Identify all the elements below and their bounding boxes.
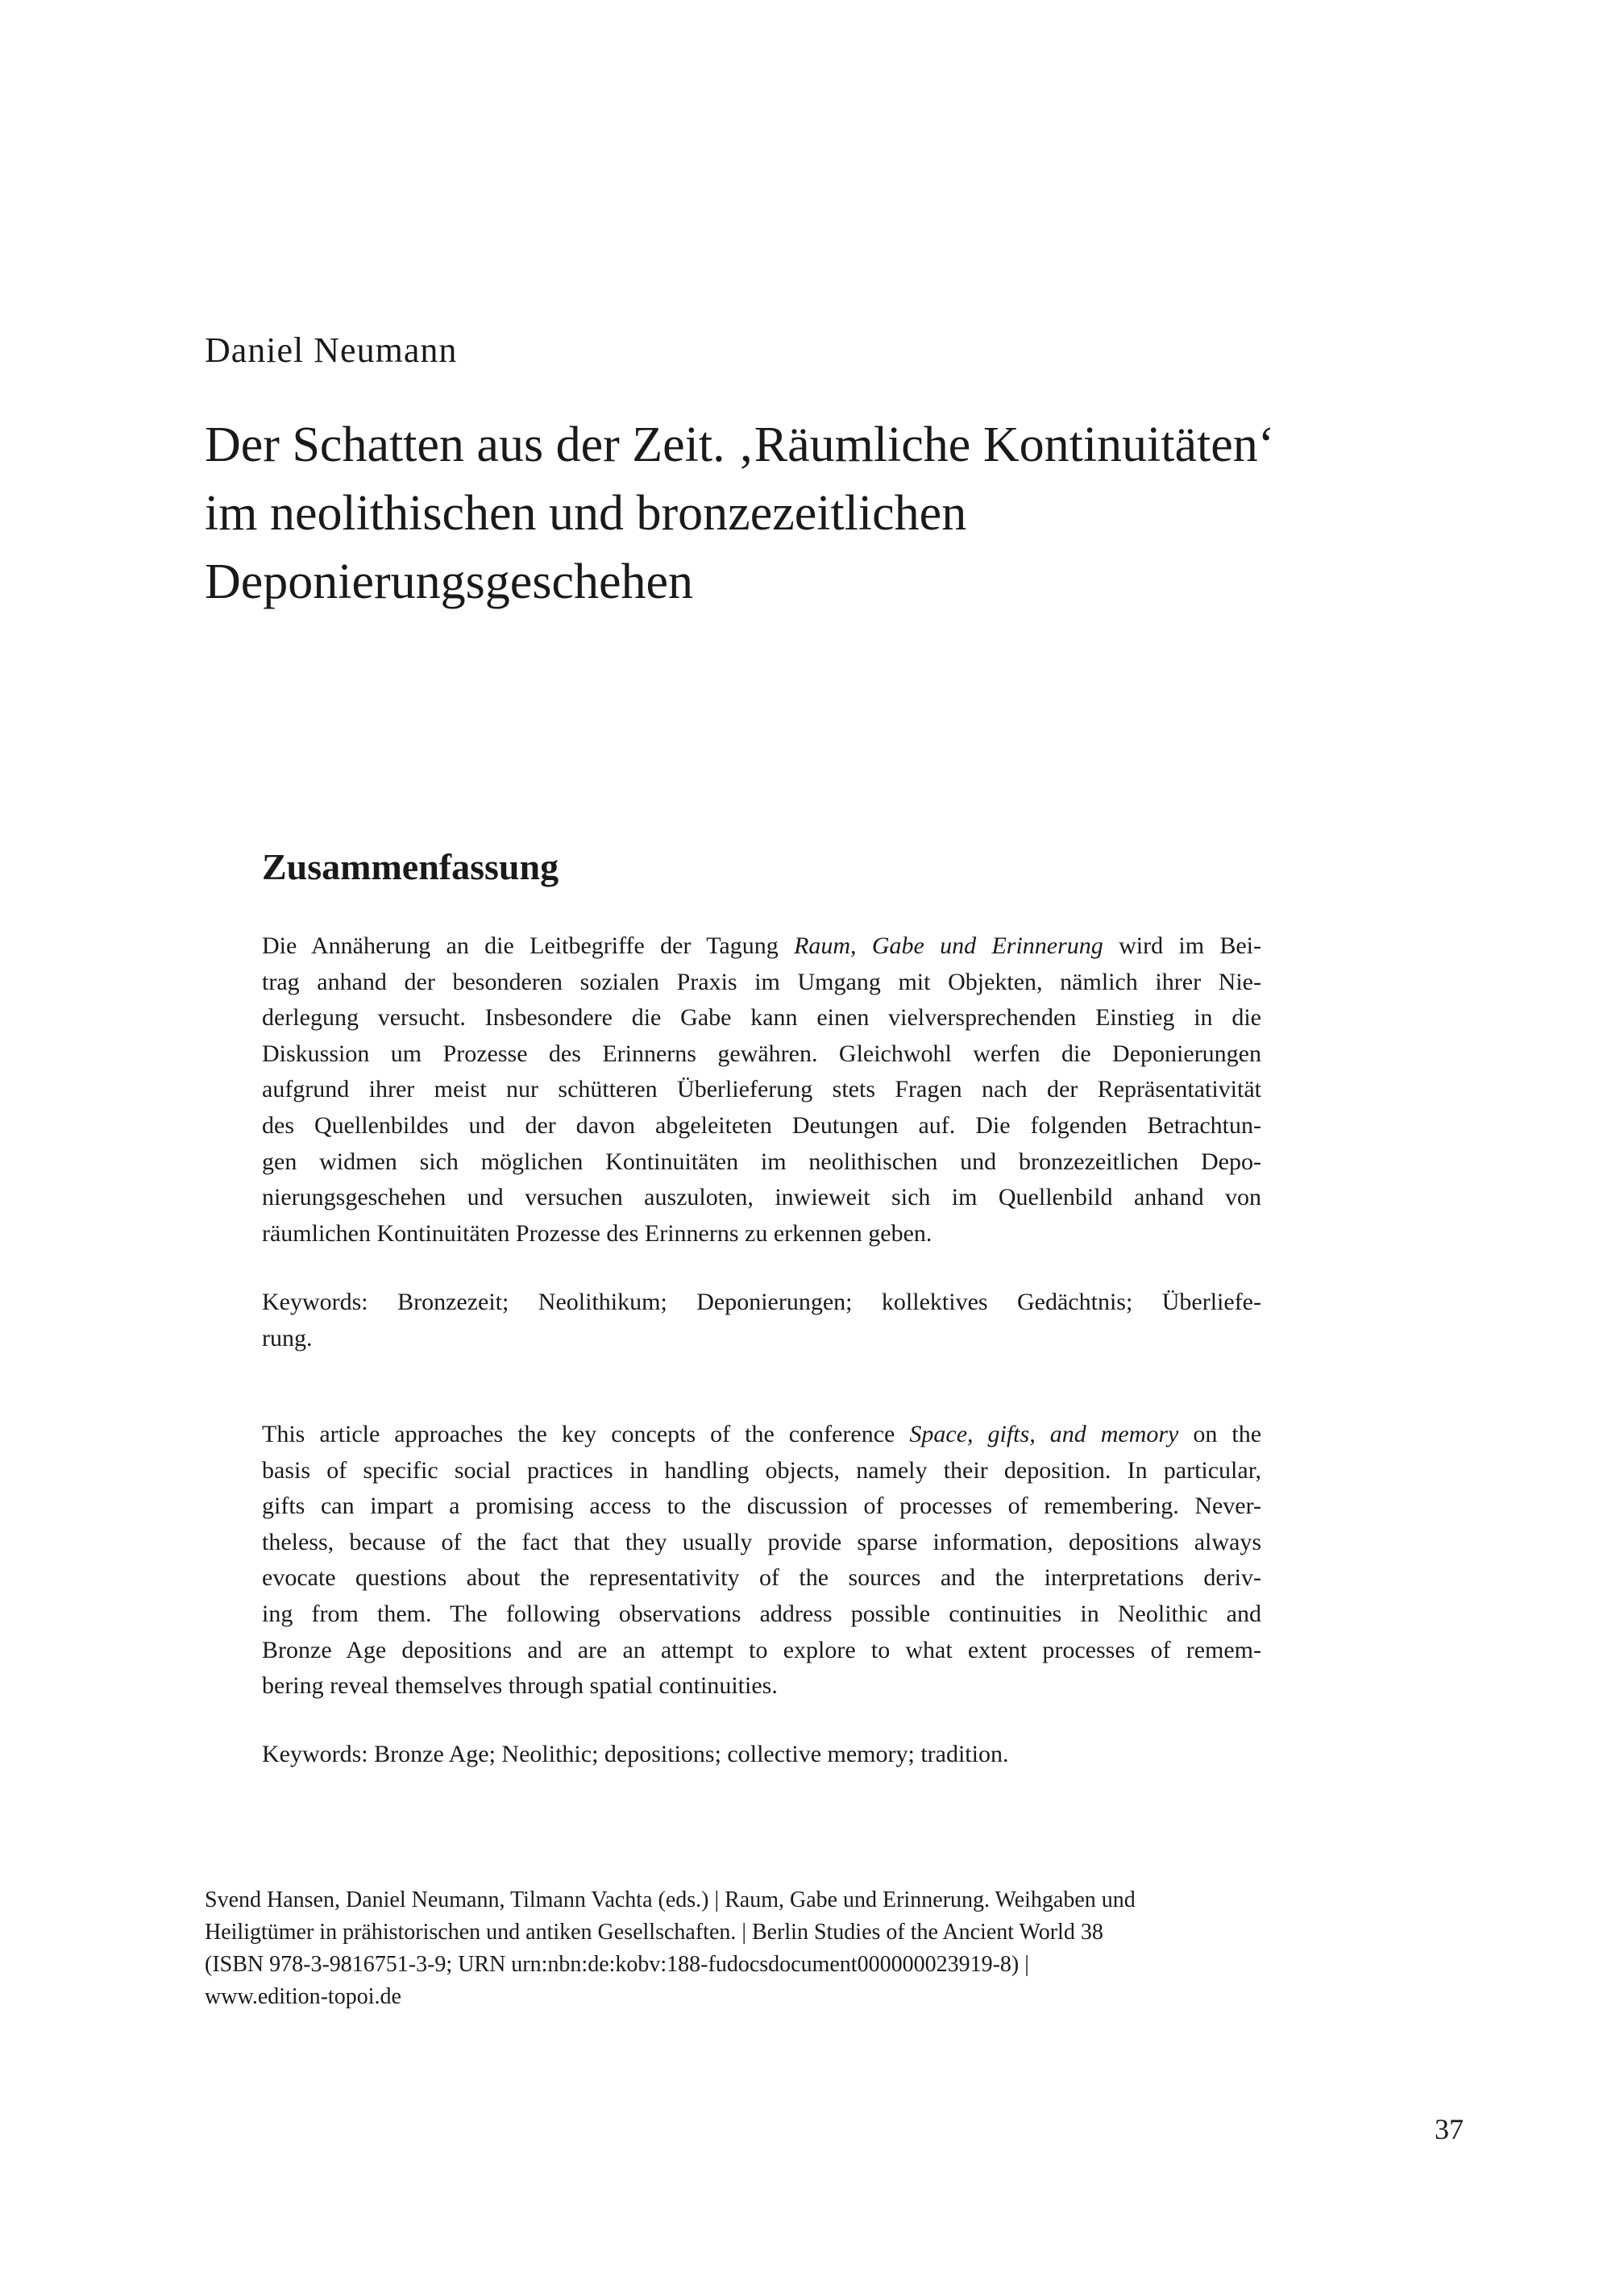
abstract-line: gifts can impart a promising access to the discussion of processes of remembering. Never-: [262, 1493, 1261, 1520]
abstract-line: räumlichen Kontinuitäten Prozesse des Erinnerns zu erkennen geben.: [262, 1219, 932, 1247]
citation-line: (ISBN 978-3-9816751-3-9; URN urn:nbn:de:kobv:188-fudocsdocument000000023919-8) |: [205, 1952, 1029, 1977]
german-keywords: [262, 1285, 1261, 1356]
abstract-line: Die Annäherung an die Leitbegriffe der Tagung Raum, Gabe und Erinnerung wird im Bei-: [262, 932, 1262, 959]
abstract-line: bering reveal themselves through spatial continuities.: [262, 1672, 778, 1700]
keywords-line: Keywords: Bronze Age; Neolithic; depositions; collective memory; tradition.: [262, 1741, 1009, 1767]
title-line: im neolithischen und bronzezeitlichen: [205, 486, 967, 541]
article-title: [205, 411, 1414, 617]
keywords-line: rung.: [262, 1324, 313, 1352]
abstract-line: Bronze Age depositions and are an attempt to explore to what extent processes of remem-: [262, 1636, 1261, 1663]
keywords-line: Keywords: Bronzezeit; Neolithikum; Deponierungen; kollektives Gedächtnis; Überliefe-: [262, 1289, 1261, 1315]
english-abstract: [262, 1417, 1261, 1704]
conference-title-de: Raum, Gabe und Erinnerung: [794, 932, 1103, 959]
citation-line: Svend Hansen, Daniel Neumann, Tilmann Vachta (eds.) | Raum, Gabe und Erinnerung. Weihgaben und: [205, 1887, 1136, 1912]
abstract-line: derlegung versucht. Insbesondere die Gabe kann einen vielversprechenden Einstieg in die: [262, 1004, 1261, 1032]
abstract-line: basis of specific social practices in handling objects, namely their deposition. In particular,: [262, 1456, 1261, 1484]
author-name: Daniel Neumann: [205, 330, 458, 370]
abstract-line: Diskussion um Prozesse des Erinnerns gewähren. Gleichwohl werfen die Deponierungen: [262, 1040, 1261, 1067]
abstract-line: des Quellenbildes und der davon abgeleiteten Deutungen auf. Die folgenden Betrachtun-: [262, 1111, 1261, 1139]
citation-line: Heiligtümer in prähistorischen und antiken Gesellschaften. | Berlin Studies of the Ancient World 38: [205, 1920, 1103, 1945]
abstract-line: evocate questions about the representativity of the sources and the interpretations deriv-: [262, 1564, 1261, 1592]
english-keywords: [262, 1737, 1261, 1773]
citation-footer: [205, 1884, 1333, 2013]
title-line: Deponierungsgeschehen: [205, 554, 694, 609]
abstract-line: aufgrund ihrer meist nur schütteren Überlieferung stets Fragen nach der Repräsentativität: [262, 1076, 1261, 1103]
conference-title-en: Space, gifts, and memory: [909, 1421, 1179, 1447]
abstract-line: ing from them. The following observations address possible continuities in Neolithic and: [262, 1600, 1261, 1627]
title-line: Der Schatten aus der Zeit. ‚Räumliche Kontinuitäten‘: [205, 417, 1275, 472]
page-number: 37: [1435, 2113, 1464, 2145]
abstract-line: This article approaches the key concepts of the conference Space, gifts, and memory on the: [262, 1421, 1262, 1447]
abstract-line: gen widmen sich möglichen Kontinuitäten im neolithischen und bronzezeitlichen Depo-: [262, 1148, 1261, 1175]
abstract-line: theless, because of the fact that they usually provide sparse information, depositions always: [262, 1528, 1261, 1555]
german-abstract: [262, 928, 1261, 1252]
abstract-line: nierungsgeschehen und versuchen auszuloten, inwieweit sich im Quellenbild anhand von: [262, 1184, 1261, 1211]
abstract-heading: Zusammenfassung: [262, 846, 559, 887]
citation-link[interactable]: www.edition-topoi.de: [205, 1984, 401, 2009]
abstract-line: trag anhand der besonderen sozialen Praxis im Umgang mit Objekten, nämlich ihrer Nie-: [262, 968, 1261, 995]
